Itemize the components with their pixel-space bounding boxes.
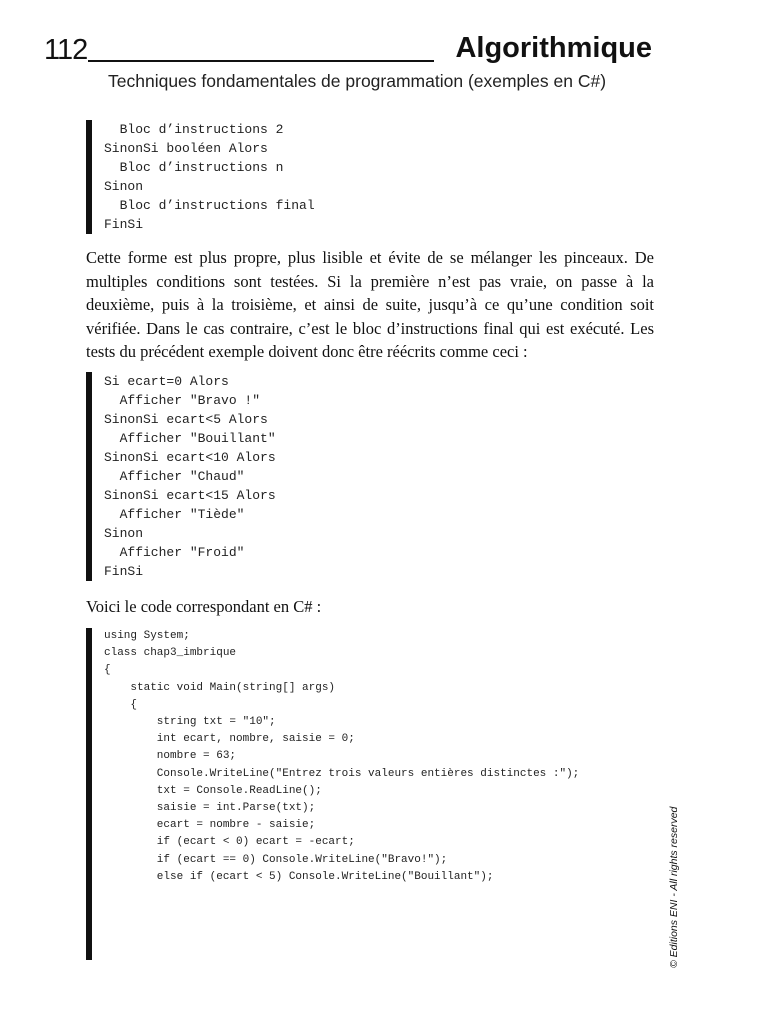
code-line: if (ecart == 0) Console.WriteLine("Bravo!"); (104, 853, 448, 866)
code-line: Afficher "Tiède" (104, 507, 245, 522)
code-line: ecart = nombre - saisie; (104, 819, 316, 832)
code-line: class chap3_imbrique (104, 647, 237, 660)
body-paragraph: Voici le code correspondant en C# : (86, 597, 322, 616)
code-line: FinSi (104, 217, 144, 232)
code-line: Bloc d’instructions final (104, 198, 315, 213)
code-line: Afficher "Bravo !" (104, 393, 261, 408)
pseudocode-block-ecart (86, 372, 276, 581)
code-line: { (104, 664, 111, 677)
page-number: 112 (44, 34, 88, 66)
code-line: { (104, 698, 138, 711)
code-line: if (ecart < 0) ecart = -ecart; (104, 836, 355, 849)
code-line: int ecart, nombre, saisie = 0; (104, 733, 355, 746)
code-line: nombre = 63; (104, 750, 237, 763)
code-line: else if (ecart < 5) Console.WriteLine("Bouillant"); (104, 870, 494, 883)
code-line: Si ecart=0 Alors (104, 374, 229, 389)
code-line: SinonSi ecart<5 Alors (104, 412, 268, 427)
code-line: SinonSi ecart<10 Alors (104, 450, 276, 465)
code-line: static void Main(string[] args) (104, 681, 336, 694)
code-line: Bloc d’instructions n (104, 160, 284, 175)
code-line: Afficher "Bouillant" (104, 431, 276, 446)
code-line: SinonSi booléen Alors (104, 141, 268, 156)
csharp-code-block (86, 628, 579, 960)
header-rule (88, 60, 434, 62)
code-line: Afficher "Froid" (104, 545, 245, 560)
code-line: Sinon (104, 526, 144, 541)
code-line: FinSi (104, 564, 144, 579)
code-line: Bloc d’instructions 2 (104, 122, 284, 137)
book-subtitle: Techniques fondamentales de programmation (exemples en C#) (108, 71, 607, 91)
pseudocode-block-generic (86, 120, 315, 234)
code-line: SinonSi ecart<15 Alors (104, 488, 276, 503)
code-line: using System; (104, 630, 190, 642)
code-line: saisie = int.Parse(txt); (104, 802, 316, 815)
code-line: string txt = "10"; (104, 716, 276, 729)
chapter-title: Algorithmique (455, 32, 652, 64)
body-paragraph: Cette forme est plus propre, plus lisible et évite de se mélanger les pinceaux. De multiples conditions sont testées. Si la première n’est pas vraie, on passe à la deuxième, puis à la troisième, et ainsi de suite, jusqu’à ce qu’une condition soit vérifiée. Dans le cas contraire, c’est le bloc d’instructions final qui est exécuté. Les tests du précédent exemple doivent donc être réécrits comme ceci : (86, 248, 654, 361)
code-line: txt = Console.ReadLine(); (104, 784, 322, 797)
code-line: Sinon (104, 179, 144, 194)
copyright-notice: © Editions ENI - All rights reserved (668, 806, 680, 968)
code-line: Console.WriteLine("Entrez trois valeurs entières distinctes :"); (104, 767, 580, 780)
code-line: Afficher "Chaud" (104, 469, 245, 484)
